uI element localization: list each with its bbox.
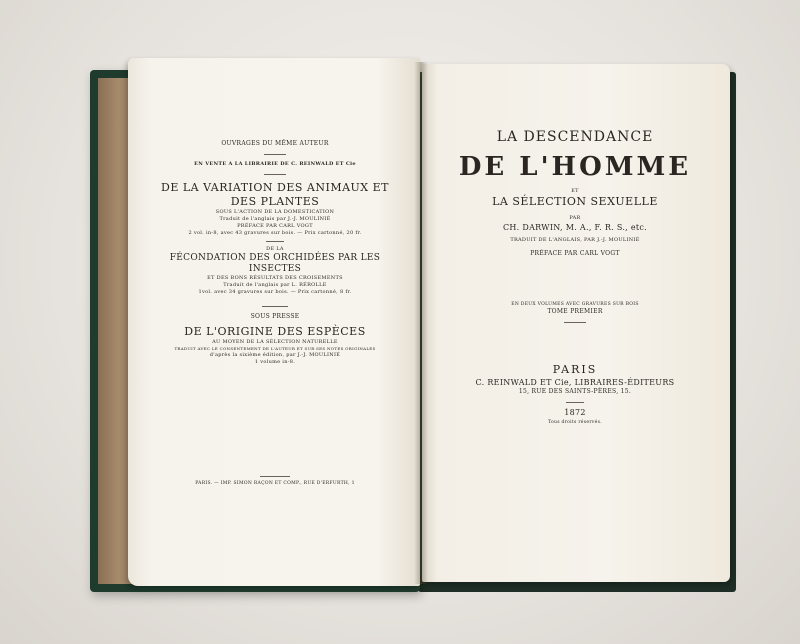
book1-translator: Traduit de l'anglais par J.-J. MOULINIÉ — [219, 216, 331, 222]
title-line-1: LA DESCENDANCE — [496, 129, 654, 145]
divider — [264, 154, 286, 155]
volumes-line: EN DEUX VOLUMES AVEC GRAVURES SUR BOIS — [511, 302, 639, 307]
title-line-2: DE L'HOMME — [458, 152, 692, 182]
book2-subtitle: ET DES BONS RÉSULTATS DES CROISEMENTS — [207, 275, 343, 281]
title-line-3: LA SÉLECTION SEXUELLE — [492, 195, 658, 208]
book1-details: 2 vol. in-8, avec 43 gravures sur bois. — Prix cartonné, 20 fr. — [188, 230, 362, 236]
divider — [264, 174, 286, 175]
book1-title: DE LA VARIATION DES ANIMAUX ET DES PLANTES — [161, 181, 389, 208]
book3-title: DE L'ORIGINE DES ESPÈCES — [184, 325, 366, 338]
left-page-text — [150, 140, 400, 366]
left-header: OUVRAGES DU MÊME AUTEUR — [221, 140, 329, 147]
rights-line: Tous droits réservés. — [548, 420, 602, 425]
author-line: CH. DARWIN, M. A., F. R. S., etc. — [502, 223, 648, 232]
preface-line: PRÉFACE PAR CARL VOGT — [530, 250, 620, 257]
city-line: PARIS — [552, 363, 598, 376]
book1-preface: PRÉFACE PAR CARL VOGT — [237, 223, 313, 229]
book1-subtitle: SOUS L'ACTION DE LA DOMESTICATION — [215, 209, 335, 215]
title-et: ET — [571, 188, 579, 194]
book2-translator: Traduit de l'anglais par L. RÉROLLE — [223, 282, 327, 288]
title-page — [440, 128, 710, 426]
divider — [260, 476, 290, 477]
book2-pre: DE LA — [266, 246, 284, 252]
book2-details: 1vol. avec 34 gravures sur bois. — Prix cartonné, 8 fr. — [198, 289, 352, 295]
book2-title: FÉCONDATION DES ORCHIDÉES PAR LES INSECTES — [169, 253, 381, 274]
sale-line: EN VENTE A LA LIBRAIRIE DE C. REINWALD ET Cie — [194, 161, 356, 167]
tome-line: TOME PREMIER — [547, 308, 603, 315]
book3-note1: TRADUIT AVEC LE CONSENTEMENT DE L'AUTEUR ET SUR SES NOTES ORIGINALES — [174, 346, 376, 351]
translator-line: TRADUIT DE L'ANGLAIS, PAR J.-J. MOULINIÉ — [510, 237, 640, 243]
book3-details: 1 volume in-8. — [254, 359, 296, 365]
book3-note2: d'après la sixième édition, par J.-J. MOULINIÉ — [209, 352, 341, 358]
divider — [566, 402, 584, 403]
address-line: 15, RUE DES SAINTS-PÈRES, 15. — [518, 388, 632, 395]
book3-subtitle: AU MOYEN DE LA SÉLECTION NATURELLE — [212, 339, 338, 345]
press-header: SOUS PRESSE — [250, 313, 300, 320]
divider — [564, 322, 586, 323]
divider — [266, 241, 284, 242]
printer-block — [150, 470, 400, 487]
printer-line: PARIS. — IMP. SIMON RAÇON ET COMP., RUE D'ERFURTH, 1 — [195, 481, 355, 486]
book-gutter — [414, 62, 428, 584]
title-par: PAR — [569, 215, 581, 221]
publisher-line: C. REINWALD ET Cie, LIBRAIRES-ÉDITEURS — [475, 378, 675, 387]
year-line: 1872 — [564, 408, 586, 417]
divider — [262, 306, 288, 307]
